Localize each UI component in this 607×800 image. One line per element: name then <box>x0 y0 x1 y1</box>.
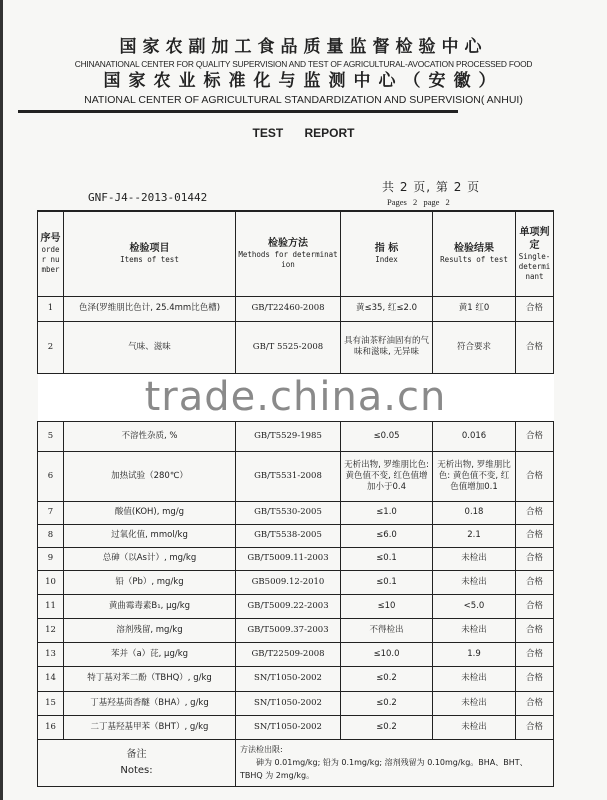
cell-result: 0.016 <box>433 421 516 451</box>
cell-method: SN/T1050-2002 <box>236 666 341 691</box>
cell-index: ≤10.0 <box>341 642 433 666</box>
column-header <box>516 211 554 296</box>
page-count-en: Pages 2 page 2 <box>387 197 450 207</box>
cell-result: 黄1 红0 <box>433 296 516 321</box>
table-row <box>38 618 554 642</box>
page-count-cn: 共 2 页, 第 2 页 <box>382 180 481 194</box>
column-header-en: Single-determinant <box>518 251 551 281</box>
cell-item: 溶剂残留, mg/kg <box>64 618 236 642</box>
cell-method: GB/T5529-1985 <box>236 421 341 451</box>
cell-method: GB/T5538-2005 <box>236 524 341 547</box>
watermark-cell <box>38 373 554 421</box>
cell-method: GB/T22509-2008 <box>236 642 341 666</box>
cell-no: 14 <box>38 666 64 691</box>
cell-result: 未检出 <box>433 618 516 642</box>
cell-item: 色泽(罗维朋比色计, 25.4mm比色槽) <box>64 296 236 321</box>
cell-index: 无析出物, 罗维朋比色: 黄色值不变, 红色值增加小于0.4 <box>341 451 433 501</box>
cell-result: 符合要求 <box>433 321 516 373</box>
org-name-cn-2: 国家农业标准化与监测中心（安徽） <box>103 71 504 91</box>
cell-method: SN/T1050-2002 <box>236 691 341 715</box>
header-rule <box>18 110 458 113</box>
cell-method: GB/T5531-2008 <box>236 451 341 501</box>
table-row <box>38 451 554 501</box>
table-row <box>38 321 554 373</box>
cell-index: ≤1.0 <box>341 501 433 524</box>
cell-no: 1 <box>38 296 64 321</box>
column-header-en: Index <box>375 255 398 265</box>
cell-no: 12 <box>38 618 64 642</box>
notes-label-cn: 备注 <box>126 748 147 760</box>
table-row <box>38 524 554 547</box>
cell-verdict: 合格 <box>516 715 554 739</box>
cell-method: GB/T5530-2005 <box>236 501 341 524</box>
cell-no: 2 <box>38 321 64 373</box>
cell-item: 铅（Pb）, mg/kg <box>64 570 236 594</box>
cell-result: 0.18 <box>433 501 516 524</box>
cell-method: GB/T22460-2008 <box>236 296 341 321</box>
column-header-en: Results of test <box>440 255 508 265</box>
table-row <box>38 570 554 594</box>
cell-item: 气味、滋味 <box>64 321 236 373</box>
column-header-cn: 检验方法 <box>268 238 308 250</box>
cell-result: 无析出物, 罗维朋比色: 黄色值不变, 红色值增加0.1 <box>433 451 516 501</box>
table-row <box>38 296 554 321</box>
cell-verdict: 合格 <box>516 666 554 691</box>
cell-verdict: 合格 <box>516 691 554 715</box>
org-name-en-2: NATIONAL CENTER OF AGRICULTURAL STANDARDIZATION AND SUPERVISION( ANHUI) <box>84 94 523 106</box>
cell-verdict: 合格 <box>516 524 554 547</box>
cell-method: GB/T5009.11-2003 <box>236 547 341 570</box>
table-row <box>38 501 554 524</box>
cell-no: 9 <box>38 547 64 570</box>
column-header-cn: 检验结果 <box>454 243 494 255</box>
cell-verdict: 合格 <box>516 501 554 524</box>
cell-result: <5.0 <box>433 594 516 618</box>
notes-label <box>38 739 236 786</box>
cell-no: 11 <box>38 594 64 618</box>
column-header-en: Methods for determination <box>238 250 338 270</box>
cell-method: SN/T1050-2002 <box>236 715 341 739</box>
cell-no: 6 <box>38 451 64 501</box>
cell-method: GB5009.12-2010 <box>236 570 341 594</box>
cell-index: ≤0.1 <box>341 547 433 570</box>
cell-verdict: 合格 <box>516 451 554 501</box>
cell-index: 具有油茶籽油固有的气味和滋味, 无异味 <box>341 321 433 373</box>
cell-item: 苯并（a）芘, μg/kg <box>64 642 236 666</box>
column-header <box>38 211 64 296</box>
cell-item: 不溶性杂质, % <box>64 421 236 451</box>
cell-item: 酸值(KOH), mg/g <box>64 501 236 524</box>
column-header <box>341 211 433 296</box>
notes-line-2: 砷为 0.01mg/kg; 铅为 0.1mg/kg; 溶剂残留为 0.10mg/kg。BHA、BHT、TBHQ 为 2mg/kg。 <box>240 758 528 780</box>
cell-verdict: 合格 <box>516 296 554 321</box>
notes-label-en: Notes: <box>120 764 153 776</box>
cell-verdict: 合格 <box>516 547 554 570</box>
cell-index: ≤10 <box>341 594 433 618</box>
cell-verdict: 合格 <box>516 570 554 594</box>
cell-no: 16 <box>38 715 64 739</box>
cell-item: 黄曲霉毒素B₁, μg/kg <box>64 594 236 618</box>
table-row <box>38 421 554 451</box>
cell-item: 过氧化值, mmol/kg <box>64 524 236 547</box>
column-header-en: order number <box>41 245 60 275</box>
table-row <box>38 547 554 570</box>
cell-verdict: 合格 <box>516 321 554 373</box>
cell-method: GB/T5009.37-2003 <box>236 618 341 642</box>
cell-verdict: 合格 <box>516 421 554 451</box>
cell-index: ≤6.0 <box>341 524 433 547</box>
cell-no: 15 <box>38 691 64 715</box>
notes-content <box>236 739 554 786</box>
table-row <box>38 666 554 691</box>
table-row <box>38 594 554 618</box>
notes-row <box>38 739 554 786</box>
column-header-cn: 单项判定 <box>519 226 550 251</box>
cell-result: 1.9 <box>433 642 516 666</box>
column-header <box>64 211 236 296</box>
table-row <box>38 715 554 739</box>
cell-result: 未检出 <box>433 715 516 739</box>
cell-index: ≤0.2 <box>341 715 433 739</box>
cell-no: 10 <box>38 570 64 594</box>
cell-index: ≤0.05 <box>341 421 433 451</box>
notes-line-1: 方法检出限: <box>240 745 283 754</box>
cell-item: 加热试验（280℃） <box>64 451 236 501</box>
org-name-en-1: CHINANATIONAL CENTER FOR QUALITY SUPERVISION AND TEST OF AGRICULTURAL-AVOCATION PROCESSED FOOD <box>74 59 533 69</box>
cell-no: 8 <box>38 524 64 547</box>
document-number: GNF-J4--2013-01442 <box>88 191 208 204</box>
table-row <box>38 691 554 715</box>
cell-item: 总砷（以As计）, mg/kg <box>64 547 236 570</box>
cell-no: 5 <box>38 421 64 451</box>
cell-no: 7 <box>38 501 64 524</box>
cell-index: 不得检出 <box>341 618 433 642</box>
cell-verdict: 合格 <box>516 618 554 642</box>
column-header-cn: 序号 <box>40 233 61 245</box>
cell-result: 未检出 <box>433 570 516 594</box>
column-header <box>236 211 341 296</box>
scan-edge <box>0 0 3 800</box>
test-results-table <box>37 210 554 787</box>
cell-item: 二丁基羟基甲苯（BHT）, g/kg <box>64 715 236 739</box>
cell-result: 未检出 <box>433 666 516 691</box>
cell-index: 黄≤35, 红≤2.0 <box>341 296 433 321</box>
watermark-band <box>38 373 554 421</box>
cell-item: 丁基羟基茴香醚（BHA）, g/kg <box>64 691 236 715</box>
cell-index: ≤0.1 <box>341 570 433 594</box>
column-header <box>433 211 516 296</box>
report-title: TEST REPORT <box>252 126 355 140</box>
table-header-row <box>38 211 554 296</box>
cell-result: 未检出 <box>433 547 516 570</box>
cell-index: ≤0.2 <box>341 691 433 715</box>
cell-verdict: 合格 <box>516 594 554 618</box>
column-header-en: Items of test <box>120 255 179 265</box>
cell-method: GB/T 5525-2008 <box>236 321 341 373</box>
column-header-cn: 指 标 <box>374 243 399 255</box>
column-header-cn: 检验项目 <box>129 243 170 255</box>
watermark-text: trade.china.cn <box>144 374 447 420</box>
cell-result: 未检出 <box>433 691 516 715</box>
org-name-cn-1: 国家农副加工食品质量监督检验中心 <box>119 37 488 57</box>
table-row <box>38 642 554 666</box>
cell-method: GB/T5009.22-2003 <box>236 594 341 618</box>
cell-no: 13 <box>38 642 64 666</box>
cell-verdict: 合格 <box>516 642 554 666</box>
cell-item: 特丁基对苯二酚（TBHQ）, g/kg <box>64 666 236 691</box>
cell-result: 2.1 <box>433 524 516 547</box>
cell-index: ≤0.2 <box>341 666 433 691</box>
